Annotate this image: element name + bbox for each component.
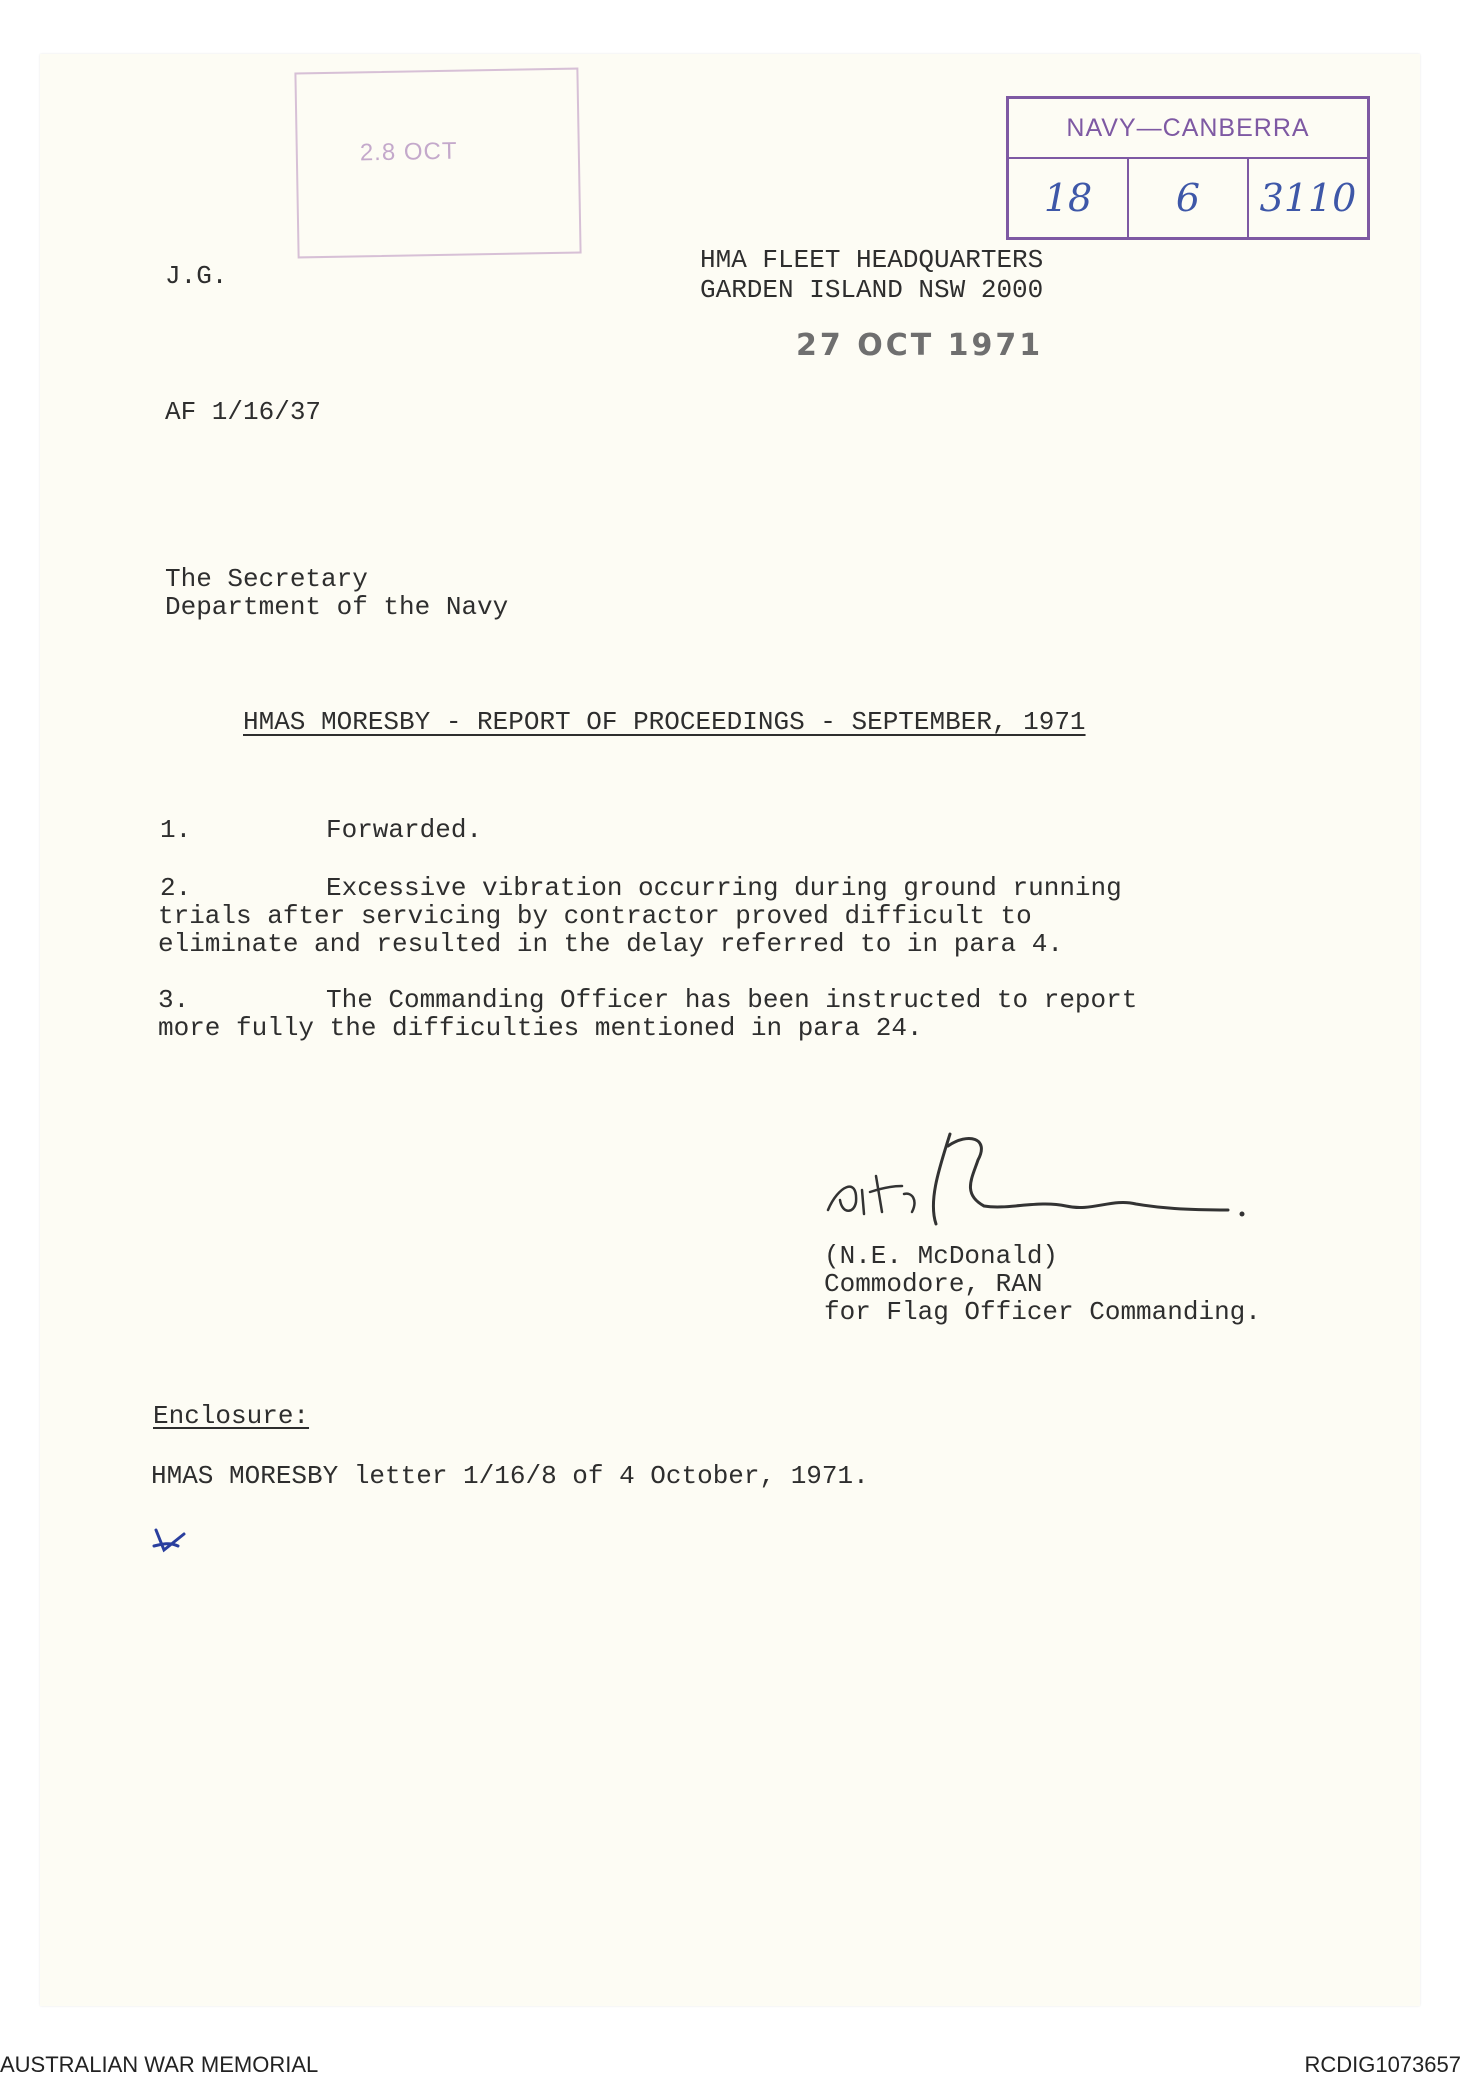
- footer-archive-name: AUSTRALIAN WAR MEMORIAL: [0, 2052, 319, 2077]
- received-stamp-date: 2.8 OCT: [359, 137, 458, 167]
- paragraph-1-number: 1.: [160, 815, 192, 845]
- signatory-rank: Commodore, RAN: [824, 1269, 1043, 1299]
- paragraph-2-number: 2.: [160, 873, 192, 903]
- date-stamp: 27 OCT 1971: [796, 328, 1044, 363]
- sender-line-1: HMA FLEET HEADQUARTERS: [700, 245, 1044, 275]
- enclosure-text: HMAS MORESBY letter 1/16/8 of 4 October, 1971.: [151, 1461, 869, 1491]
- navy-stamp-header: NAVY—CANBERRA: [1009, 99, 1367, 159]
- enclosure-label: Enclosure:: [153, 1401, 310, 1431]
- navy-stamp-cell-day: 18: [1043, 176, 1093, 220]
- addressee-line-2: Department of the Navy: [165, 592, 509, 622]
- sender-line-2: GARDEN ISLAND NSW 2000: [700, 275, 1044, 305]
- footer-record-id: RCDIG1073657: [1304, 2052, 1461, 2077]
- blue-tick-mark: [150, 1520, 190, 1560]
- file-reference: AF 1/16/37: [165, 397, 322, 427]
- subject-heading: HMAS MORESBY - REPORT OF PROCEEDINGS - SEPTEMBER, 1971: [243, 707, 1086, 737]
- paragraph-2-line-3: eliminate and resulted in the delay referred to in para 4.: [158, 929, 1063, 959]
- navy-stamp-cell-month: 6: [1127, 159, 1247, 237]
- initials: J.G.: [165, 261, 228, 291]
- signatory-name: (N.E. McDonald): [824, 1241, 1059, 1271]
- signatory-capacity: for Flag Officer Commanding.: [824, 1297, 1261, 1327]
- received-stamp: [294, 68, 581, 259]
- paragraph-3-number: 3.: [158, 985, 190, 1015]
- paragraph-3-line-2: more fully the difficulties mentioned in para 24.: [158, 1013, 923, 1043]
- paragraph-2-line-1: Excessive vibration occurring during ground running: [326, 873, 1122, 903]
- paragraph-1-text: Forwarded.: [326, 815, 483, 845]
- paragraph-3-line-1: The Commanding Officer has been instructed to report: [326, 985, 1138, 1015]
- navy-canberra-stamp: [1006, 96, 1370, 240]
- paragraph-2-line-2: trials after servicing by contractor proved difficult to: [158, 901, 1032, 931]
- navy-stamp-cell-number: 3110: [1247, 159, 1367, 237]
- addressee-line-1: The Secretary: [165, 564, 368, 594]
- handwritten-signature: [812, 1120, 1252, 1230]
